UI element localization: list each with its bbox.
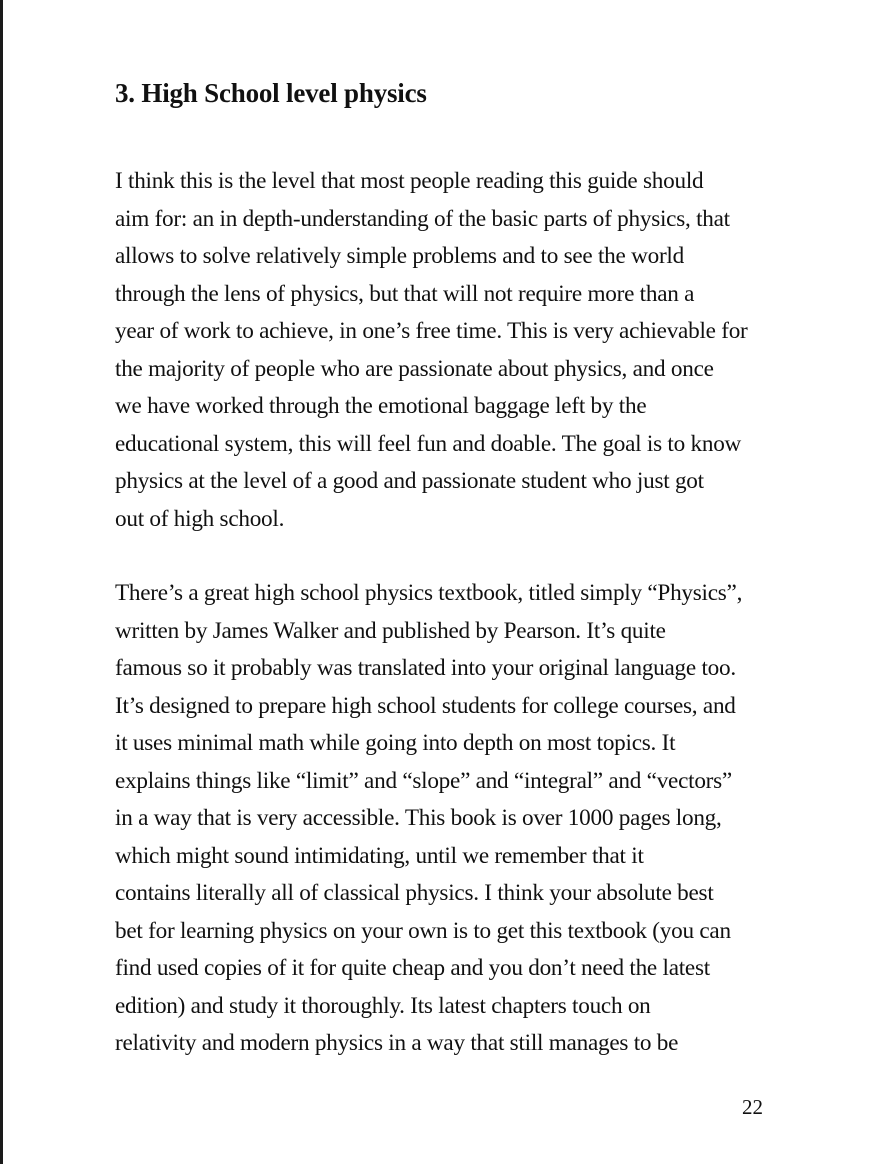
paragraph-line: contains literally all of classical physics. I think your absolute best [115,880,714,906]
paragraph-line: year of work to achieve, in one’s free time. This is very achievable for [115,318,748,344]
paragraph-line: out of high school. [115,505,285,532]
paragraph-line: written by James Walker and published by Pearson. It’s quite [115,617,666,644]
paragraph-line: aim for: an in depth-understanding of the basic parts of physics, that [115,205,730,232]
paragraph-line: There’s a great high school physics textbook, titled simply “Physics”, [115,580,743,606]
paragraph-line: through the lens of physics, but that will not require more than a [115,280,695,307]
paragraph-line: edition) and study it thoroughly. Its latest chapters touch on [115,992,651,1019]
page-left-border [0,0,3,1164]
paragraph-line: educational system, this will feel fun and doable. The goal is to know [115,430,742,457]
paragraph-line: in a way that is very accessible. This book is over 1000 pages long, [115,805,722,831]
paragraph-line: find used copies of it for quite cheap and you don’t need the latest [115,955,710,981]
paragraph-line: It’s designed to prepare high school students for college courses, and [115,692,736,719]
paragraph-2 [115,575,775,1063]
paragraph-line: bet for learning physics on your own is to get this textbook (you can [115,917,731,944]
paragraph-line: relativity and modern physics in a way that still manages to be [115,1030,679,1056]
paragraph-1 [115,163,775,538]
section-heading: 3. High School level physics [115,78,427,108]
paragraph-line: explains things like “limit” and “slope” and “integral” and “vectors” [115,767,732,794]
paragraph-line: which might sound intimidating, until we remember that it [115,842,644,869]
paragraph-line: famous so it probably was translated into your original language too. [115,655,736,681]
paragraph-line: I think this is the level that most people reading this guide should [115,168,704,194]
paragraph-line: allows to solve relatively simple problems and to see the world [115,243,684,269]
paragraph-line: we have worked through the emotional baggage left by the [115,393,647,419]
paragraph-line: physics at the level of a good and passionate student who just got [115,468,704,494]
paragraph-line: it uses minimal math while going into depth on most topics. It [115,730,676,756]
paragraph-line: the majority of people who are passionate about physics, and once [115,355,714,382]
page-number: 22 [742,1095,763,1119]
